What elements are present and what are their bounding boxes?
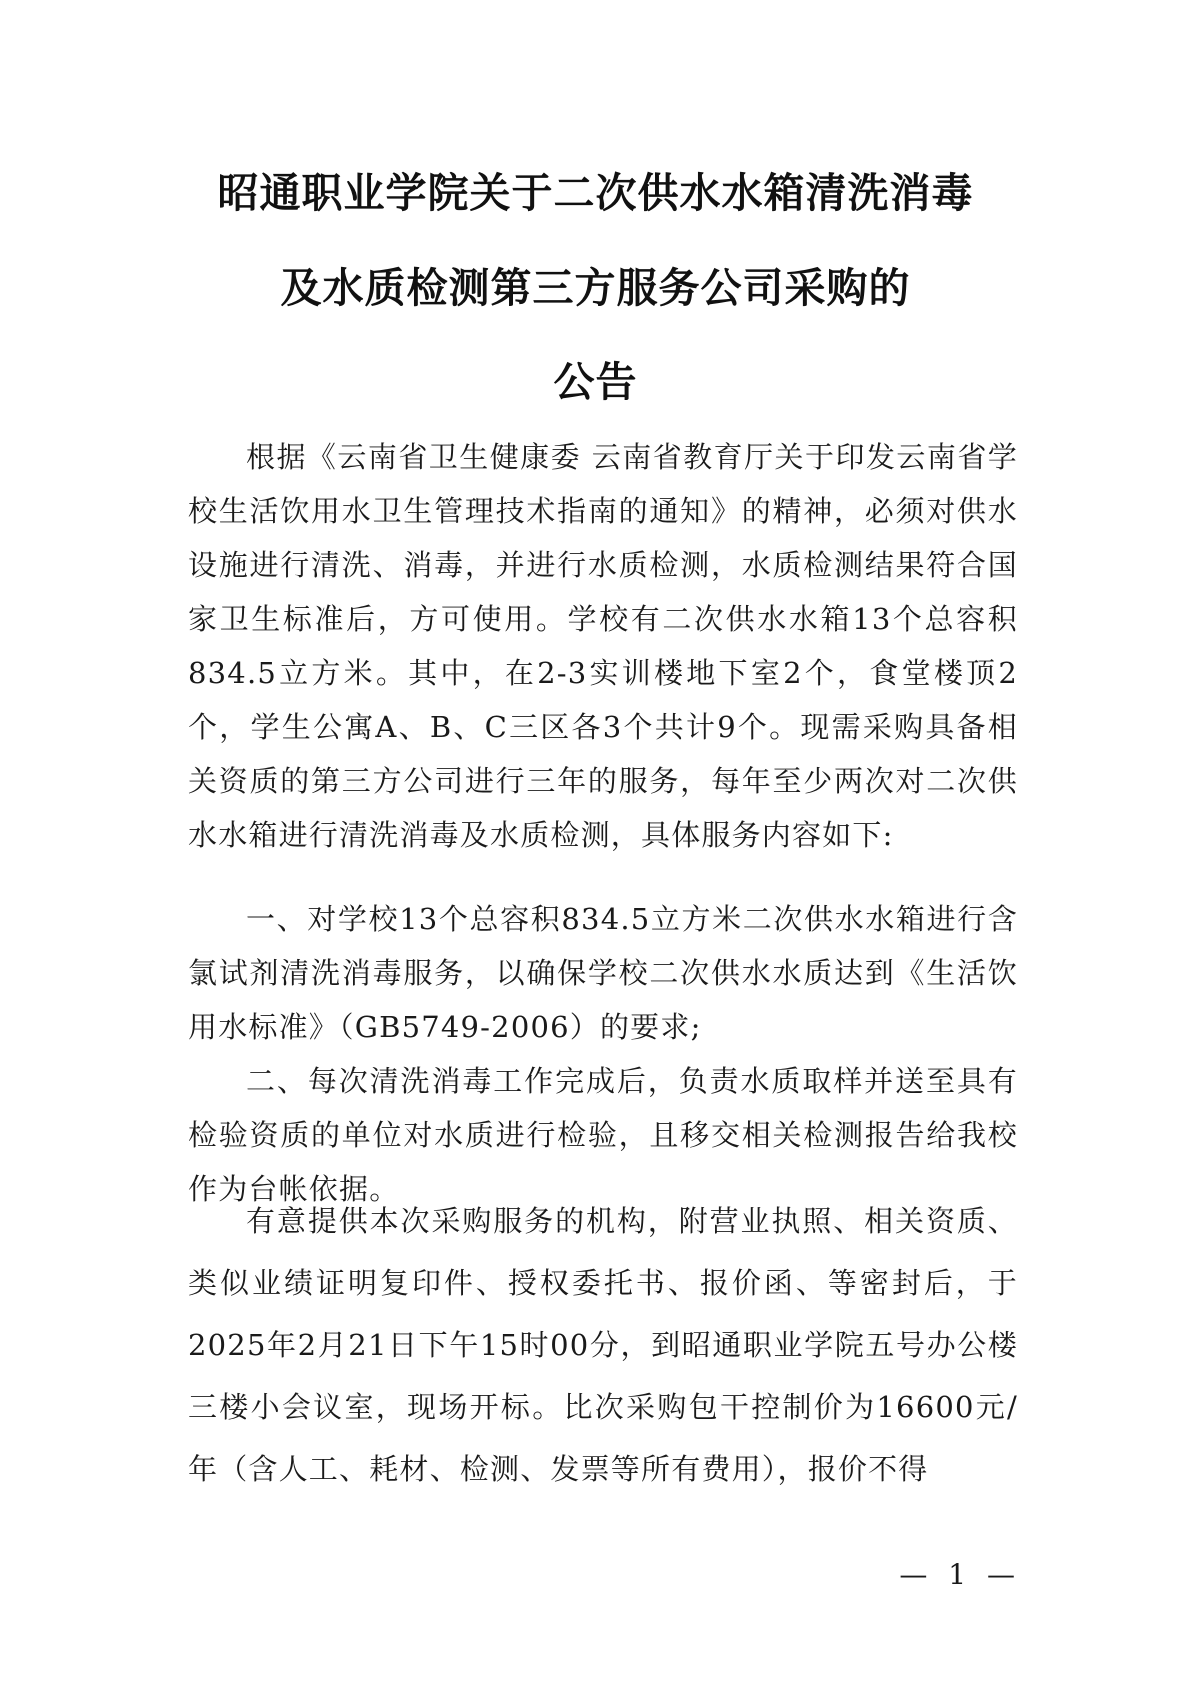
page-number: — 1 — — [899, 1558, 1021, 1591]
title-line-1: 昭通职业学院关于二次供水水箱清洗消毒 — [217, 169, 974, 217]
paragraph-item-2: 二、每次清洗消毒工作完成后，负责水质取样并送至具有检验资质的单位对水质进行检验，且移交相关检测报告给我校作为台帐依据。 — [188, 1064, 1018, 1206]
paragraph-item-1: 一、对学校13个总容积834.5立方米二次供水水箱进行含氯试剂清洗消毒服务，以确保学校二次供水水质达到《生活饮用水标准》（GB5749-2006）的要求; — [188, 902, 1018, 1044]
paragraph-background: 根据《云南省卫生健康委 云南省教育厅关于印发云南省学校生活饮用水卫生管理技术指南的通知》的精神，必须对供水设施进行清洗、消毒，并进行水质检测，水质检测结果符合国家卫生标准后，方可使用。学校有二次供水水箱13个总容积834.5立方米。其中，在2-3实训楼地下室2个，食堂楼顶2个，学生公寓A、B、C三区各3个共计9个。现需采购具备相关资质的第三方公司进行三年的服务，每年至少两次对二次供水水箱进行清洗消毒及水质检测，具体服务内容如下: — [188, 440, 1018, 852]
title-line-2: 及水质检测第三方服务公司采购的 — [280, 264, 911, 312]
paragraph-bidding-info: 有意提供本次采购服务的机构，附营业执照、相关资质、类似业绩证明复印件、授权委托书、报价函、等密封后，于2025年2月21日下午15时00分，到昭通职业学院五号办公楼三楼小会议室，现场开标。比次采购包干控制价为16600元/年（含人工、耗材、检测、发票等所有费用），报价不得 — [188, 1204, 1018, 1486]
title-line-3: 公告 — [553, 358, 638, 406]
